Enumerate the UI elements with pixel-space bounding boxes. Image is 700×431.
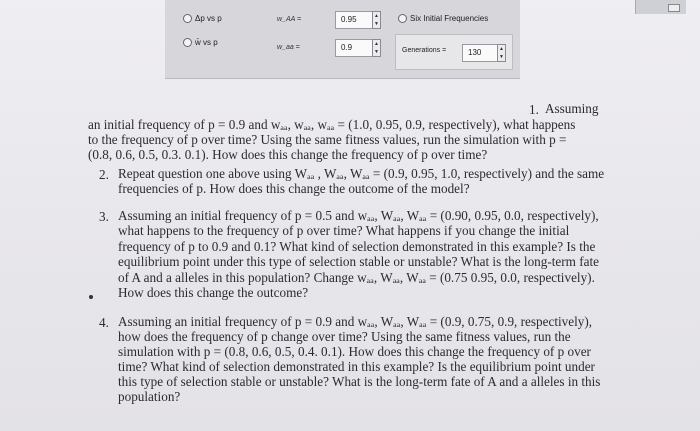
radio-wbar-vs-p[interactable] bbox=[183, 38, 218, 47]
fitness-value: 0.9 bbox=[341, 43, 353, 52]
question-number: 3. bbox=[99, 209, 109, 224]
question-line: simulation with p = (0.8, 0.6, 0.5, 0.4. 0.1). How does this change the frequency of p over bbox=[118, 344, 591, 359]
arrow-up-icon[interactable]: ▲ bbox=[374, 12, 379, 19]
question-line: population? bbox=[118, 389, 181, 404]
fitness-spinner-waa2[interactable] bbox=[335, 39, 381, 57]
question-line: this type of selection stable or unstable? What is the long-term fate of A and a alleles in this bbox=[118, 374, 601, 389]
generations-spinner[interactable] bbox=[462, 44, 506, 62]
question-line: equilibrium point under this type of selection stable or unstable? What is the long-term fate bbox=[118, 254, 599, 269]
question-line: what happens to the frequency of p over time? What happens if you change the initial bbox=[118, 223, 570, 238]
radio-deltap-vs-p[interactable] bbox=[183, 14, 222, 23]
question-line: how does the frequency of p change over time? Using the same fitness values, run the bbox=[118, 329, 571, 344]
arrow-down-icon[interactable]: ▼ bbox=[374, 48, 379, 55]
spinner-arrows[interactable] bbox=[372, 39, 381, 57]
question-line: How does this change the outcome? bbox=[118, 285, 309, 300]
question-line: frequencies of p. How does this change the outcome of the model? bbox=[118, 181, 470, 196]
question-number: 2. bbox=[99, 167, 109, 182]
question-number: 4. bbox=[99, 315, 109, 330]
generations-value: 130 bbox=[468, 48, 482, 57]
question-line: frequency of p to 0.9 and 0.1? What kind of selection demonstrated in this example? Is the bbox=[118, 239, 596, 254]
arrow-up-icon[interactable]: ▲ bbox=[374, 40, 379, 47]
stray-mark bbox=[89, 295, 93, 299]
fitness-spinner-waa[interactable] bbox=[335, 11, 381, 29]
fitness-label-waa2: w_aa = bbox=[277, 44, 300, 51]
radio-icon bbox=[183, 14, 192, 23]
fitness-label-waa: w_AA = bbox=[277, 16, 302, 23]
arrow-up-icon[interactable]: ▲ bbox=[499, 45, 504, 52]
radio-label: w̄ vs p bbox=[195, 38, 218, 47]
simulation-panel bbox=[165, 0, 520, 79]
radio-six-initial[interactable] bbox=[398, 14, 488, 23]
question-line: Repeat question one above using Wₐₐ , Wₐₐ, Wₐₐ = (0.9, 0.95, 1.0, respectively) and the same bbox=[118, 166, 605, 181]
radio-icon bbox=[398, 14, 407, 23]
radio-label: Six Initial Frequencies bbox=[410, 14, 489, 23]
generations-box bbox=[395, 34, 513, 70]
fitness-value: 0.95 bbox=[341, 15, 357, 24]
arrow-down-icon[interactable]: ▼ bbox=[499, 53, 504, 60]
spinner-arrows[interactable] bbox=[497, 44, 506, 62]
question-line: of A and a alleles in this population? Change wₐₐ, Wₐₐ, Wₐₐ = (0.75 0.95, 0.0, respectively). bbox=[118, 270, 595, 285]
question-line: to the frequency of p over time? Using the same fitness values, run the simulation with p = bbox=[88, 132, 567, 147]
generations-label: Generations = bbox=[402, 47, 447, 54]
question-line: Assuming an initial frequency of p = 0.5 and wₐₐ, Wₐₐ, Wₐₐ = (0.90, 0.95, 0.0, respectively), bbox=[118, 208, 599, 223]
question-line: (0.8, 0.6, 0.5, 0.3. 0.1). How does this change the frequency of p over time? bbox=[88, 147, 488, 162]
question-number: 1. bbox=[529, 102, 539, 117]
arrow-down-icon[interactable]: ▼ bbox=[374, 20, 379, 27]
panel-top-control bbox=[635, 0, 686, 14]
question-line: time? What kind of selection demonstrated in this example? Is the equilibrium point under bbox=[118, 359, 595, 374]
spinner-arrows[interactable] bbox=[372, 11, 381, 29]
radio-label: Δp vs p bbox=[195, 14, 222, 23]
question-line: Assuming an initial frequency of p = 0.9 and wₐₐ, Wₐₐ, Wₐₐ = (0.9, 0.75, 0.9, respectively), bbox=[118, 314, 593, 329]
question-line: an initial frequency of p = 0.9 and wₐₐ, wₐₐ, wₐₐ = (1.0, 0.95, 0.9, respectively), what happens bbox=[88, 117, 576, 132]
question-line: Assuming bbox=[545, 101, 599, 116]
radio-icon bbox=[183, 38, 192, 47]
